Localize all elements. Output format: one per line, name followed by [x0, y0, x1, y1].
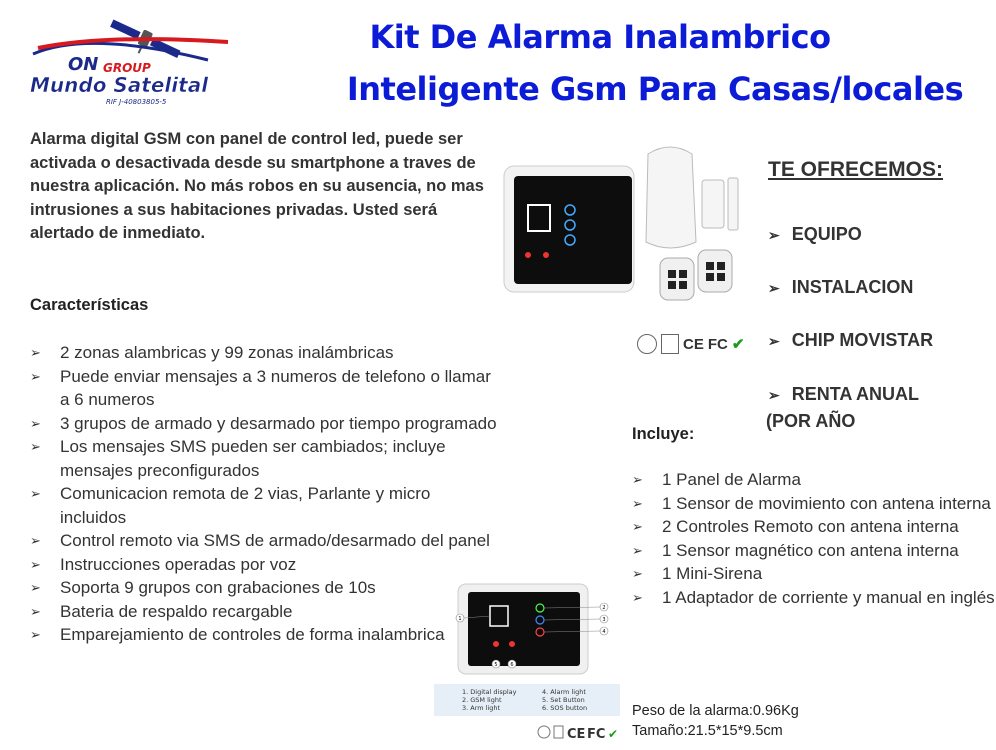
svg-text:6: 6 [510, 662, 514, 668]
arrow-bullet-icon: ➢ [632, 566, 643, 581]
list-item: ➢ Soporta 9 grupos con grabaciones de 10s [30, 576, 500, 600]
arrow-bullet-icon: ➢ [768, 333, 780, 349]
intro-paragraph: Alarma digital GSM con panel de control led, puede ser activada o desactivada desde su smartphone a traves de nuestra aplicación. No más robos en su ausencia, no mas intrusiones a sus habitaciones privadas. Usted será alertado de inmediato. [30, 130, 484, 242]
arrow-bullet-icon: ➢ [632, 519, 643, 534]
list-item: ➢ 1 Sensor de movimiento con antena interna [632, 492, 996, 516]
svg-text:6. SOS button: 6. SOS button [542, 704, 588, 712]
svg-text:5: 5 [494, 662, 498, 668]
certification-marks [637, 332, 744, 356]
page-title-line-1: Kit De Alarma Inalambrico [369, 18, 831, 56]
list-item: ➢ 2 Controles Remoto con antena interna [632, 515, 996, 539]
arrow-bullet-icon: ➢ [30, 368, 41, 384]
weight-spec: Peso de la alarma:0.96Kg [632, 703, 799, 719]
arrow-bullet-icon: ➢ [632, 495, 643, 511]
svg-text:✔: ✔ [608, 727, 619, 741]
arrow-bullet-icon: ➢ [30, 627, 41, 642]
ce-mark: CE [683, 335, 704, 353]
arrow-bullet-icon: ➢ [30, 486, 41, 501]
offer-item: ➢ EQUIPO [768, 224, 862, 244]
svg-text:4: 4 [602, 629, 606, 635]
arrow-bullet-icon: ➢ [30, 415, 41, 431]
size-spec: Tamaño:21.5*15*9.5cm [632, 723, 783, 739]
list-item: ➢ Comunicacion remota de 2 vias, Parlante y micro incluidos [30, 484, 431, 527]
list-item: ➢ Los mensajes SMS pueden ser cambiados; incluye mensajes preconfigurados [30, 437, 446, 480]
offer-heading: TE OFRECEMOS: [768, 158, 944, 181]
offer-note: (POR AÑO [766, 411, 856, 431]
svg-text:3: 3 [602, 617, 606, 623]
features-list [30, 341, 500, 647]
arrow-bullet-icon: ➢ [632, 589, 643, 605]
svg-text:Mundo Satelital: Mundo Satelital [30, 73, 209, 97]
bin-icon [661, 334, 679, 354]
includes-heading: Incluye: [632, 425, 695, 443]
list-item: ➢ 1 Mini-Sirena [632, 562, 996, 586]
svg-text:GROUP: GROUP [103, 61, 151, 75]
offer-item: ➢ RENTA ANUAL [768, 384, 920, 404]
arrow-bullet-icon: ➢ [768, 227, 780, 243]
svg-text:5. Set Button: 5. Set Button [542, 696, 585, 704]
company-logo [28, 12, 243, 112]
svg-text:RIF J-40803805-5: RIF J-40803805-5 [106, 98, 167, 106]
list-item: ➢ Control remoto via SMS de armado/desarmado del panel [30, 529, 500, 553]
alarm-kit-product-image [498, 130, 758, 340]
svg-text:2: 2 [602, 605, 606, 611]
quality-seal-icon [637, 334, 657, 354]
alarm-panel-diagram [432, 580, 622, 745]
list-item: ➢ 1 Sensor magnético con antena interna [632, 539, 996, 563]
svg-text:4. Alarm light: 4. Alarm light [542, 688, 586, 696]
offer-item: ➢ INSTALACION [768, 277, 914, 297]
list-item: ➢ 1 Panel de Alarma [632, 468, 996, 492]
arrow-bullet-icon: ➢ [30, 533, 41, 548]
fc-mark: FC [707, 335, 728, 353]
offer-item: ➢ CHIP MOVISTAR [768, 330, 934, 350]
arrow-bullet-icon: ➢ [30, 603, 41, 619]
list-item: ➢ 3 grupos de armado y desarmado por tiempo programado [30, 412, 500, 436]
svg-text:2. GSM light: 2. GSM light [462, 696, 502, 704]
arrow-bullet-icon: ➢ [30, 439, 41, 454]
arrow-bullet-icon: ➢ [30, 345, 41, 360]
arrow-bullet-icon: ➢ [30, 556, 41, 572]
svg-text:CE: CE [567, 727, 586, 742]
list-item: ➢ Bateria de respaldo recargable [30, 600, 500, 624]
svg-text:3. Arm light: 3. Arm light [462, 704, 501, 712]
features-heading: Características [30, 296, 149, 314]
list-item: ➢ 2 zonas alambricas y 99 zonas inalámbricas [30, 341, 500, 365]
page-title-line-2: Inteligente Gsm Para Casas/locales [346, 70, 964, 108]
rohs-check-icon: ✔ [731, 336, 745, 353]
list-item: ➢ 1 Adaptador de corriente y manual en inglés [632, 586, 996, 610]
svg-text:ON: ON [68, 54, 99, 75]
arrow-bullet-icon: ➢ [768, 387, 780, 403]
includes-list [632, 468, 996, 609]
arrow-bullet-icon: ➢ [632, 472, 643, 487]
arrow-bullet-icon: ➢ [768, 280, 780, 296]
svg-text:FC: FC [587, 727, 606, 742]
list-item: ➢ Puede enviar mensajes a 3 numeros de telefono o llamar a 6 numeros [30, 366, 491, 409]
list-item: ➢ Instrucciones operadas por voz [30, 553, 500, 577]
svg-text:1. Digital display: 1. Digital display [462, 688, 517, 696]
list-item: ➢ Emparejamiento de controles de forma inalambrica [30, 623, 500, 647]
arrow-bullet-icon: ➢ [30, 580, 41, 595]
arrow-bullet-icon: ➢ [632, 542, 643, 558]
svg-text:1: 1 [458, 616, 462, 622]
